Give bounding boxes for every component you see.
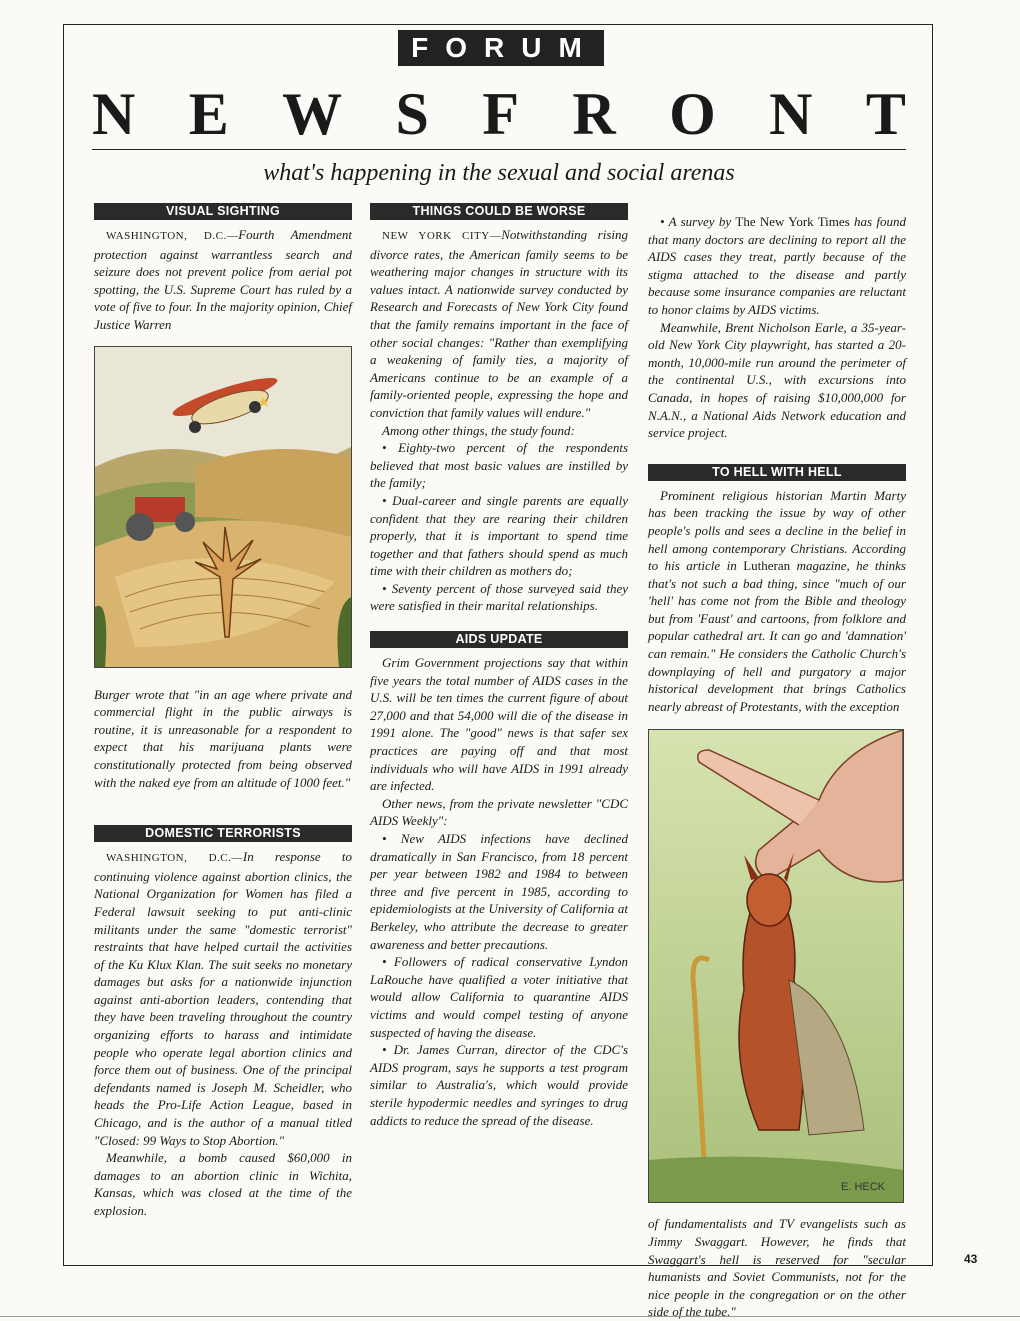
article-text: of fundamentalists and TV evangelists such as Jimmy Swaggart. However, he finds that Swaggart's hell is reserved for "secular humanists and Soviet Communists, not for the nice people in the congregation or on the other side of the tube." [648,1216,906,1320]
illustration-devil-and-pointing-finger [648,729,904,1203]
masthead-title [92,81,906,147]
article-text: Meanwhile, Brent Nicholson Earle, a 35-year-old New York City playwright, has started a 20-month, 10,000-mile run around the perimeter of the continental U.S., with excursions into Canada, in hopes of raising $10,000,000 for N.A.N., a National Aids Network education and service project. [648,319,906,441]
page-number: 43 [964,1252,978,1266]
title-letter: F [482,81,519,147]
article-text: Burger wrote that "in an age where private and commercial flight in the public airways is routine, it is unreasonable for a respondent to expect that his marijuana plants were constitutionally protected from being observed with the naked eye from an altitude of 1000 feet." [94,686,352,790]
title-letter: R [572,81,616,147]
dateline: WASHINGTON, D.C.— [106,852,243,865]
article-text: Fourth Amendment protection against warrantless search and seizure does not prevent police from aerial pot spotting, the U.S. Supreme Court has ruled by a vote of five to four. In the majority opinion, Chief Justice Warren [94,227,352,332]
masthead-rule [92,149,906,150]
list-item: • Followers of radical conservative Lyndon LaRouche have qualified a voter initiative that would allow California to quarantine AIDS victims and would compel testing of anyone suspected of having the disease. [370,954,628,1040]
column-middle [370,203,628,1129]
title-letter: T [865,81,906,147]
article-text: Among other things, the study found: [382,422,575,438]
title-letter: W [282,81,343,147]
title-letter: S [395,81,429,147]
column-left [94,203,352,1220]
list-item: • New AIDS infections have declined dramatically in San Francisco, from 18 percent per year between 1982 and 1984 to between three and five percent in 1985, according to epidemiologists at the University of California at Berkeley, who attribute the decrease to greater awareness and better precautions. [370,831,628,952]
column-right [648,213,906,1321]
section-label: FORUM [398,30,604,66]
heading-to-hell-with-hell: TO HELL WITH HELL [648,464,906,481]
heading-domestic-terrorists: DOMESTIC TERRORISTS [94,825,352,842]
title-letter: N [769,81,813,147]
heading-visual-sighting: VISUAL SIGHTING [94,203,352,220]
publication-name: The New York Times [735,214,850,229]
list-item: • Seventy percent of those surveyed said they were satisfied in their marital relationships. [370,580,628,614]
article-text: Grim Government projections say that within five years the total number of AIDS cases in the U.S. will be ten times the current figure of about 27,000 and that 54,000 will die of the disease in 1991 alone. The "good" news is that safer sex practices are paying off and that most individuals who will have AIDS in 1991 already are infected. [370,655,628,794]
article-text: Prominent religious historian Martin Marty has been tracking the issue by way of other people's polls and sees a decline in the belief in hell among contemporary Christians. According to his article in Lutheran magazine, he thinks that's not such a bad thing, since "much of our 'hell' has come not from the Bible and theology but from 'Faust' and cartoons, from folklore and popular cathedral art. It can go and 'damnation' can remain." He considers the Catholic Church's downplaying of hell and purgatory a major historical development that brings Catholics nearly abreast of Protestants, with the exception [648,487,906,714]
heading-things-could-be-worse: THINGS COULD BE WORSE [370,203,628,220]
article-text: In response to continuing violence against abortion clinics, the National Organization for Women has filed a Federal lawsuit seeking to put anti-clinic militants under the same "domestic terrorist" restraints that have helped curtail the activities of the Ku Klux Klan. The suit seeks no monetary damages but asks for a nationwide injunction against anti-abortion leaders, contending that they have been traveling throughout the country organizing efforts to harass and intimidate people who operate legal abortion clinics and force them out of business. One of the principal defendants named is Joseph M. Scheidler, who heads the Pro-Life Action League, based in Chicago, and is the author of a manual titled "Closed: 99 Ways to Stop Abortion." [94,849,352,1148]
title-letter: E [188,81,229,147]
publication-name: Lutheran [743,558,791,574]
article-text: Meanwhile, a bomb caused $60,000 in damages to an abortion clinic in Wichita, Kansas, which was closed at the time of the explosion. [94,1150,352,1218]
heading-aids-update: AIDS UPDATE [370,631,628,648]
artist-signature: E. HECK [841,1181,886,1194]
title-letter: O [669,81,716,147]
list-item: • A survey by The New York Times has found that many doctors are declining to report all the AIDS cases they treat, partly because of the stigma attached to the disease and partly because some insurance companies are reluctant to honor claims by AIDS victims. [648,214,906,317]
title-letter: N [92,81,136,147]
list-item: • Dr. James Curran, director of the CDC's AIDS program, says he supports a test program similar to Australia's, which would provide sterile hypodermic needles and syringes to drug addicts to reduce the spread of the disease. [370,1042,628,1128]
list-item: • Eighty-two percent of the respondents believed that most basic values are instilled by the family; [370,440,628,491]
article-text: Notwithstanding rising divorce rates, the American family seems to be weathering major changes in structure with its values intact. A nationwide survey conducted by Research and Forecasts of New York City found that the family remains important in the face of other social changes: "Rather than exemplifying a weakening of family ties, a majority of Americans continue to be an example of a family-oriented people, expressing the hope and conviction that family values will endure." [370,227,628,420]
list-item: • Dual-career and single parents are equally confident that they are rearing their children properly, that it is important to spend time together and that fathers should spend as much time with their children as mothers do; [370,492,628,579]
article-text: Other news, from the private newsletter "CDC AIDS Weekly": [370,795,628,829]
tagline: what's happening in the sexual and social arenas [263,160,735,186]
dateline: WASHINGTON, D.C.— [106,230,239,242]
scan-edge-line [0,1316,1020,1317]
illustration-aerial-pot-spotting [94,346,352,668]
dateline: NEW YORK CITY— [382,230,502,242]
